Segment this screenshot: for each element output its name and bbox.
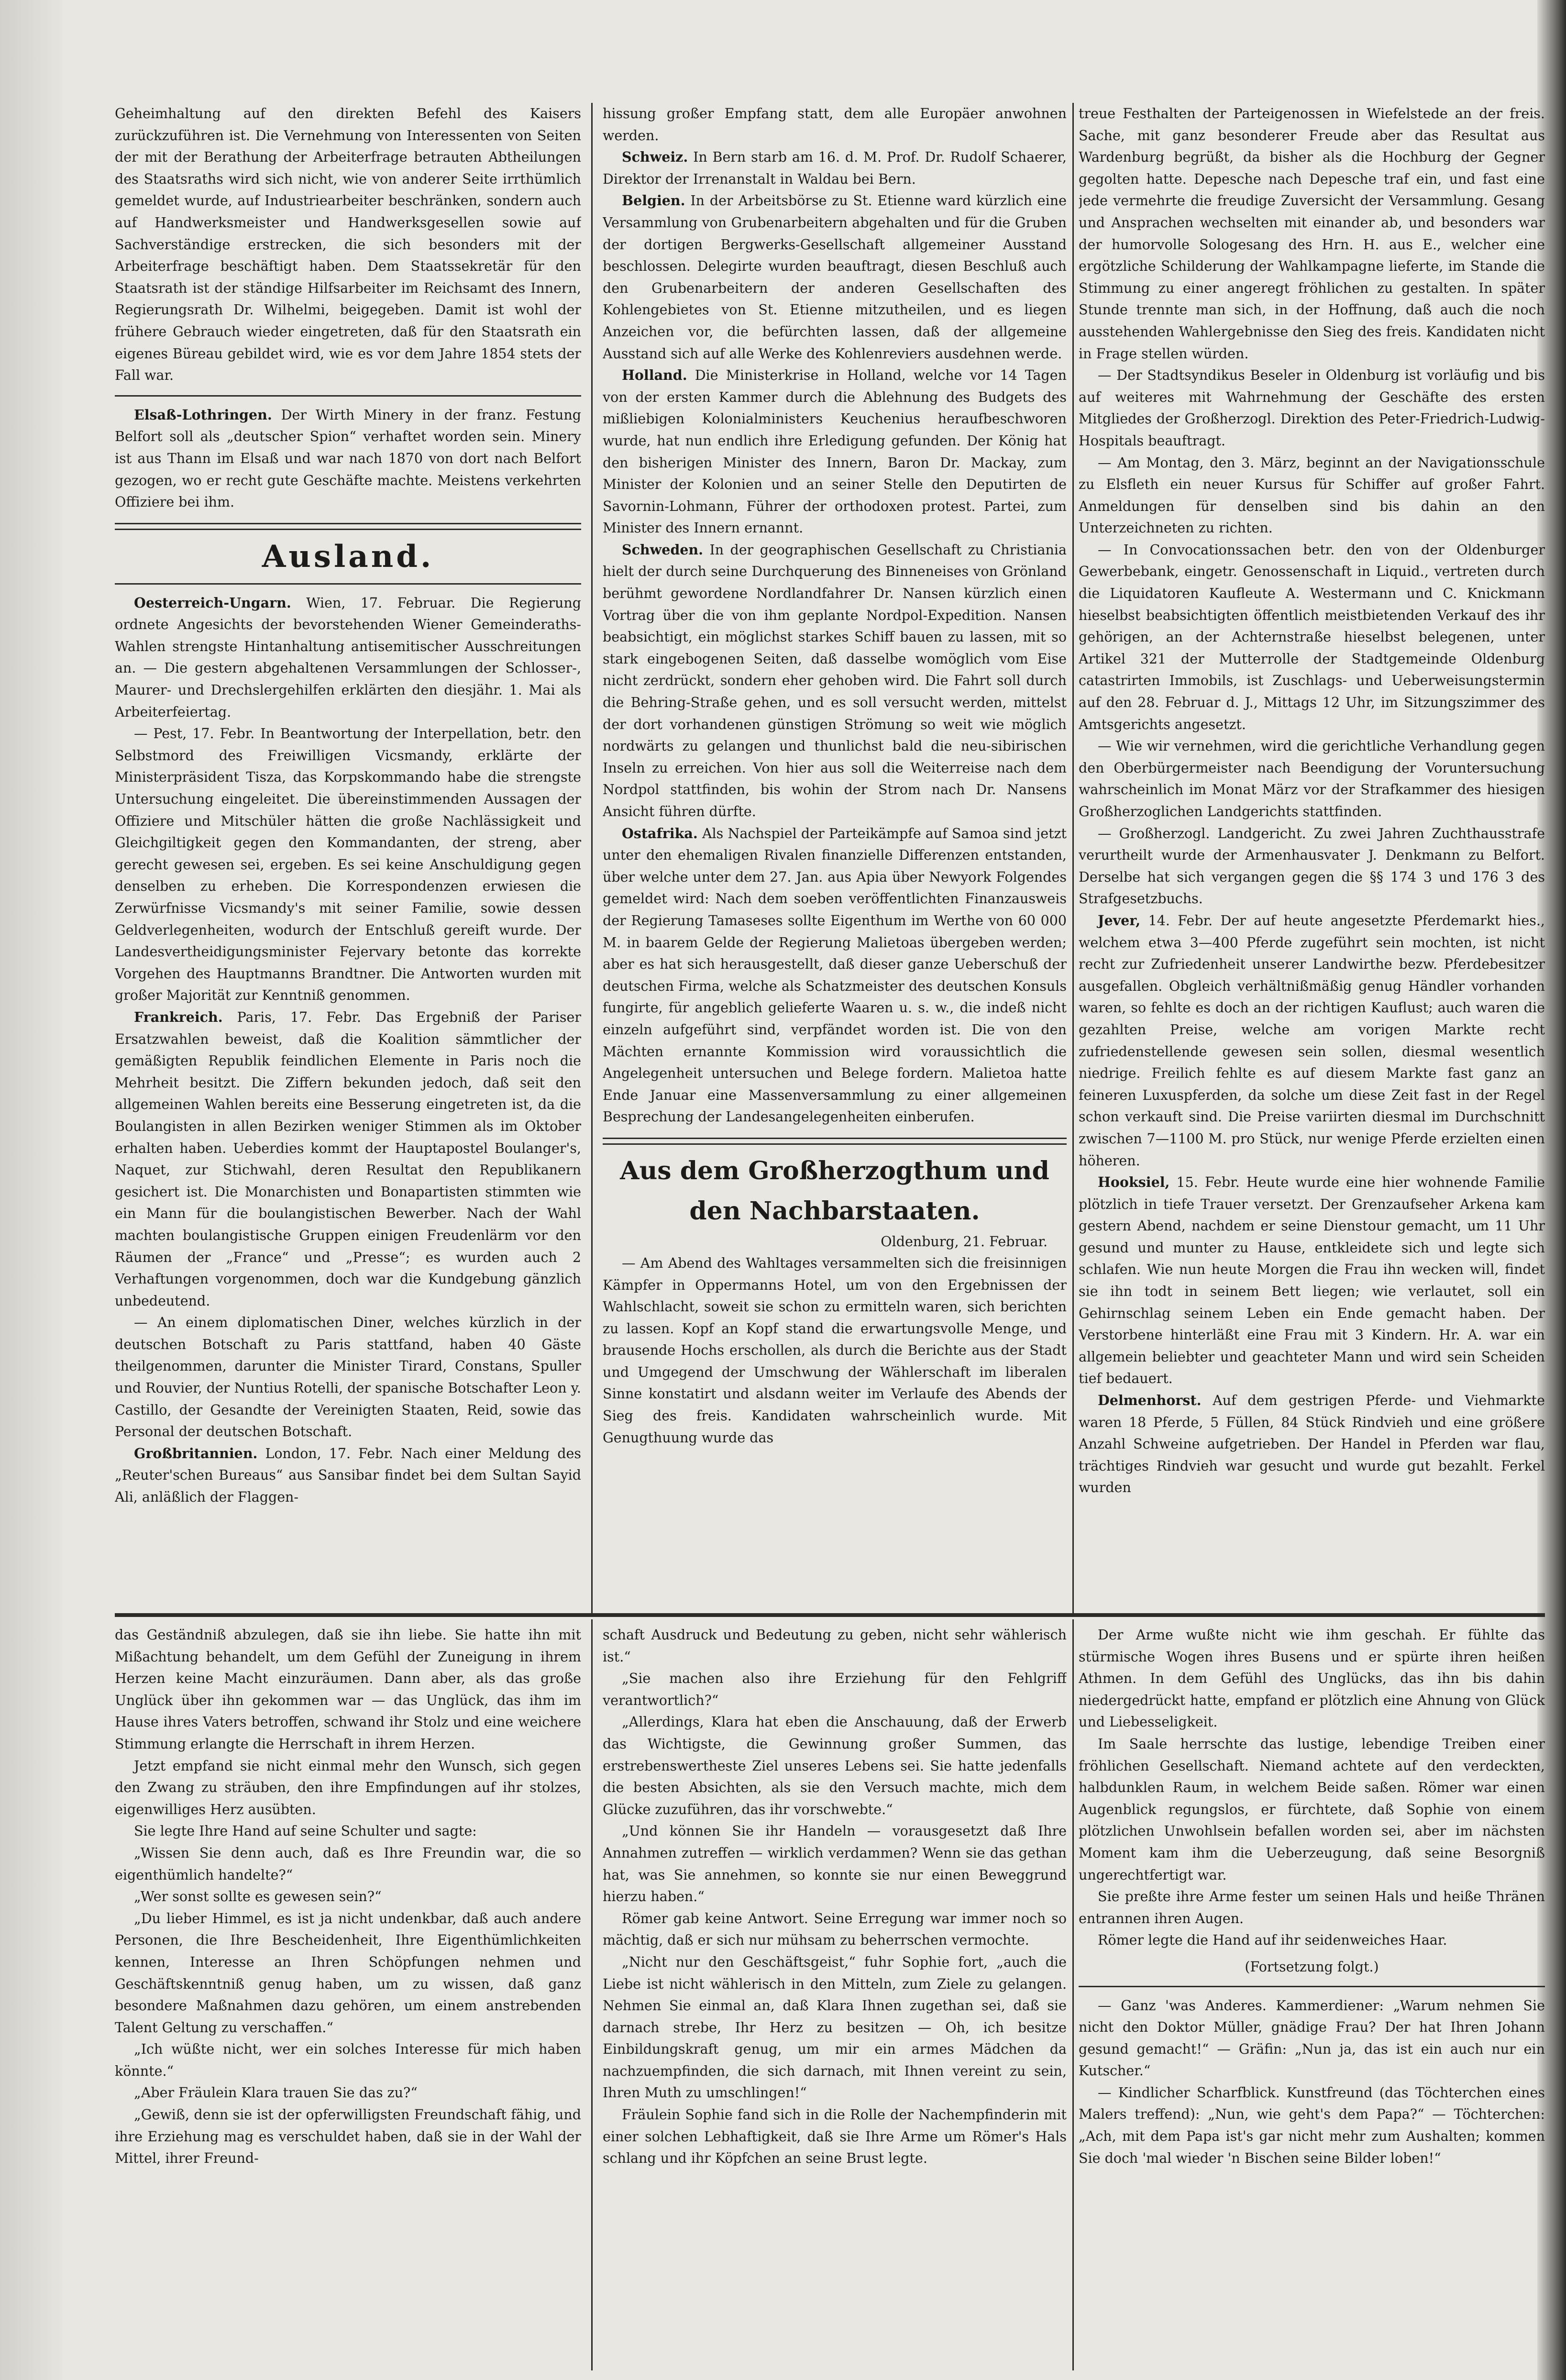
story-paragraph: „Sie machen also ihre Erziehung für den Fehlgriff verantwortlich?“ (603, 1671, 1067, 1708)
continuation-note: (Fortsetzung folgt.) (1245, 1959, 1379, 1975)
column-1 (115, 103, 581, 1612)
column-2 (603, 103, 1067, 1612)
section-heading-grossherzogthum: Aus dem Großherzogthum und (620, 1156, 1049, 1185)
article-sansibar-cont: hissung großer Empfang statt, dem alle Europäer anwohnen werden. (603, 106, 1067, 144)
feuilleton-divider (115, 1613, 1545, 1617)
story-paragraph: „Wissen Sie denn auch, daß es Ihre Freundin war, die so eigenthümlich handelte?“ (115, 1845, 581, 1883)
story-paragraph: Der Arme wußte nicht wie ihm geschah. Er fühlte das stürmische Wogen ihres Busens und er spürte ihren heißen Athmen. In dem Gefühl des Unglücks, das ihn bis dahin niedergedrückt hatte, empfand er plötzlich eine Ahnung von Glück und Liebesseligkeit. (1079, 1627, 1545, 1730)
article-staatsrath: Geheimhaltung auf den direkten Befehl des Kaisers zurückzuführen ist. Die Vernehmung von Interessenten von Seiten der mit der Berathung der Arbeiterfrage betrauten Abtheilungen des Staatsraths wird sich nicht, wie von anderer Seite irrthümlich gemeldet wurde, auf Industriearbeiter beschränken, sondern auch auf Handwerksmeister und Handwerksgesellen sowie auf Sachverständige erstrecken, die sich besonders mit der Arbeiterfrage beschäftigt haben. Dem Staatssekretär für den Staatsrath ist der ständige Hilfsarbeiter im Reichsamt des Innern, Regierungsrath Dr. Wilhelmi, beigegeben. Damit ist wohl der frühere Gebrauch wieder eingetreten, daß für den Staatsrath ein eigenes Büreau gebildet wird, wie es vor dem Jahre 1854 stets der Fall war. (115, 106, 581, 384)
anecdote-kindlicher-scharfblick: — Kindlicher Scharfblick. Kunstfreund (das Töchterchen eines Malers treffend): „Nun, wie geht's dem Papa?“ — Töchterchen: „Ach, mit dem Papa ist's gar nicht mehr zum Aushalten; kommen Sie doch 'mal wieder 'n Bischen seine Bilder loben!“ (1079, 2084, 1545, 2166)
article-holland (603, 365, 1067, 539)
region-heading-oesterreich: Oesterreich-Ungarn. (134, 594, 291, 611)
article-navigationsschule: — Am Montag, den 3. März, beginnt an der Navigationsschule zu Elsfleth ein neuer Kursus für Schiffer auf großer Fahrt. Anmeldungen für denselben sind bis dahin an den Unterzeichneten zu richten. (1079, 454, 1545, 536)
article-grossbritannien (115, 1443, 581, 1508)
article-ostafrika (603, 823, 1067, 1128)
feuilleton-column-1 (115, 1624, 581, 2370)
story-paragraph: Sie legte Ihre Hand auf seine Schulter und sagte: (134, 1823, 477, 1839)
double-divider (603, 1138, 1067, 1145)
story-paragraph: „Und können Sie ihr Handeln — vorausgesetzt daß Ihre Annahmen zutreffen — wirklich verdammen? Wenn sie das gethan hat, was Sie annehmen, so konnte sie nur einen Beweggrund hierzu haben.“ (603, 1823, 1067, 1905)
article-schweden (603, 539, 1067, 823)
story-paragraph: Römer gab keine Antwort. Seine Erregung war immer noch so mächtig, daß er sich nur mühsam zu beherrschen vermochte. (603, 1910, 1067, 1948)
article-elsass-text: Der Wirth Minery in der franz. Festung Belfort soll als „deutscher Spion“ verhaftet worden sein. Minery ist aus Thann im Elsaß und war nach 1870 von dort nach Belfort gezogen, wo er recht gute Geschäfte machte. Meistens verkehrten Offiziere bei ihm. (115, 407, 581, 510)
article-gewerbebank: — In Convocationssachen betr. den von der Oldenburger Gewerbebank, eingetr. Genossenschaft in Liquid., vertreten durch die Liquidatoren Kaufleute A. Westermann und C. Knickmann hieselbst beabsichtigten öffentlich meistbietenden Verkauf des ihr gehörigen, an der Achternstraße hieselbst belegenen, unter Artikel 321 der Mutterrolle der Stadtgemeinde Oldenburg catastrirten Immobils, ist Zuschlags- und Ueberweisungstermin auf den 28. Februar d. J., Mittags 12 Uhr, im Sitzungszimmer des Amtsgerichts angesetzt. (1079, 542, 1545, 732)
column-rule-1 (591, 103, 593, 1615)
article-diner: — An einem diplomatischen Diner, welches kürzlich in der deutschen Botschaft zu Paris stattfand, haben 40 Gäste theilgenommen, darunter die Minister Tirard, Constans, Spuller und Rouvier, der Nuntius Rotelli, der spanische Botschafter Leon y. Castillo, der Gesandte der Vereinigten Staaten, Reid, sowie das Personal der deutschen Botschaft. (115, 1315, 581, 1440)
story-paragraph: Jetzt empfand sie nicht einmal mehr den Wunsch, sich gegen den Zwang zu sträuben, den ihre Empfindungen auf ihr stolzes, eigenwilliges Herz ausübten. (115, 1758, 581, 1817)
place-heading-jever: Jever, (1098, 912, 1141, 929)
region-heading-belgien: Belgien. (622, 192, 685, 209)
region-heading-schweiz: Schweiz. (622, 149, 688, 166)
feuilleton-column-2 (603, 1624, 1067, 2370)
story-paragraph: „Du lieber Himmel, es ist ja nicht undenkbar, daß auch andere Personen, die Ihre Bescheidenheit, Ihre Eigenthümlichkeiten kennen, Interesse an Ihren Schöpfungen nehmen und Geschäftskenntniß genug haben, um zu wissen, daß ganz besondere Maßnahmen dazu gehören, um einem anstrebenden Talent Geltung zu verschaffen.“ (115, 1910, 581, 2036)
region-heading-grossbritannien: Großbritannien. (134, 1445, 258, 1461)
region-heading-elsass: Elsaß-Lothringen. (134, 406, 272, 423)
article-wahlabend-cont: treue Festhalten der Parteigenossen in Wiefelstede an der freis. Sache, mit ganz besonderer Freude aber das Resultat aus Wardenburg begrüßt, da bisher als die Hochburg der Gegner gegolten hatte. Depesche nach Depesche traf ein, und fast eine jede vermehrte die freudige Zuversicht der Versammlung. Gesang und Ansprachen wechselten mit einander ab, und besonders war der humorvolle Sologesang des Hrn. H. aus E., welcher eine ergötzliche Schilderung der Wahlkampagne lieferte, im Stande die Stimmung zu einer angeregt fröhlichen zu gestalten. In später Stunde trennte man sich, in der Hoffnung, daß auch die noch ausstehenden Wahlergebnisse den Sieg des freis. Kandidaten nicht in Frage stellen würden. (1079, 106, 1545, 362)
dateline-oldenburg: Oldenburg, 21. Februar. (881, 1233, 1048, 1250)
story-paragraph: das Geständniß abzulegen, daß sie ihn liebe. Sie hatte ihn mit Mißachtung behandelt, um dem Gefühl der Zuneigung in ihrem Herzen keine Macht einzuräumen. Dann aber, als das große Unglück über ihn gekommen war — das Unglück, das ihm im Hause ihres Vaters betroffen, schwand ihr Stolz und eine weichere Stimmung erlangte die Herrschaft in ihrem Herzen. (115, 1627, 581, 1752)
column-rule-4 (1072, 1619, 1074, 2370)
paper-left-margin (0, 0, 62, 2380)
article-hooksiel-text: 15. Febr. Heute wurde eine hier wohnende Familie plötzlich in tiefe Trauer versetzt. Der Grenzaufseher Arkena kam gestern Abend, nachdem er seine Dienstour gemacht, um 11 Uhr gesund und munter zu Hause, entkleidete sich und legte sich schlafen. Wie nun heute Morgen die Frau ihn wecken will, findet sie ihn todt in seinem Bett liegen; wie verlautet, soll ein Gehirnschlag seinem Leben ein Ende gemacht haben. Der Verstorbene hinterläßt eine Frau mit 3 Kindern. Hr. A. war ein allgemein beliebter und geachteter Mann und wird sein Scheiden tief bedauert. (1079, 1174, 1545, 1387)
story-paragraph: „Allerdings, Klara hat eben die Anschauung, daß der Erwerb das Wichtigste, die Gewinnung großer Summen, das erstrebenswertheste Ziel unseres Lebens sei. Sie hatte jedenfalls die besten Absichten, als sie den Versuch machte, mich dem Glücke zuzuführen, das ihr vorschwebte.“ (603, 1714, 1067, 1817)
article-frankreich-text: Paris, 17. Febr. Das Ergebniß der Pariser Ersatzwahlen beweist, daß die Koalition sämmtlicher der gemäßigten Republik feindlichen Elemente in Paris noch die Mehrheit besitzt. Die Ziffern bekunden jedoch, daß seit den allgemeinen Wahlen bereits eine Besserung eingetreten ist, da die Boulangisten in allen Bezirken weniger Stimmen als im Oktober erhalten haben. Ueberdies kommt der Hauptapostel Boulanger's, Naquet, zur Stichwahl, deren Resultat den Republikanern gesichert ist. Die Monarchisten und Bonapartisten stimmten wie ein Mann für die boulangistischen Bewerber. Nach der Wahl machten boulangistische Gruppen einigen Freudenlärm vor den Räumen der „France“ und „Presse“; es wurden auch 2 Verhaftungen vorgenommen, doch war die Kundgebung gänzlich unbedeutend. (115, 1009, 581, 1309)
story-paragraph: Im Saale herrschte das lustige, lebendige Treiben einer fröhlichen Gesellschaft. Niemand achtete auf den verdeckten, halbdunklen Raum, in welchem Beide saßen. Römer war einen Augenblick regungslos, er fürchtete, daß Sophie von einem plötzlichen Unwohlsein befallen worden sei, aber im nächsten Moment kam ihm die Ueberzeugung, daß seine Besorgniß ungerechtfertigt war. (1079, 1736, 1545, 1883)
double-divider (115, 523, 581, 530)
place-heading-hooksiel: Hooksiel, (1098, 1174, 1170, 1191)
article-oesterreich-text: Wien, 17. Februar. Die Regierung ordnete Angesichts der bevorstehenden Wiener Gemeinderaths-Wahlen strengste Hintanhaltung antisemitischer Ausschreitungen an. — Die gestern abgehaltenen Versammlungen der Schlosser-, Maurer- und Drechslergehilfen erklärten den diesjähr. 1. Mai als Arbeiterfeiertag. (115, 595, 581, 720)
divider (115, 583, 581, 585)
article-delmenhorst (1079, 1390, 1545, 1499)
article-stadtsyndikus: — Der Stadtsyndikus Beseler in Oldenburg ist vorläufig und bis auf weiteres mit Wahrnehmung der Geschäfte des ersten Mitgliedes der Großherzogl. Direktion des Peter-Friedrich-Ludwig-Hospitals beauftragt. (1079, 367, 1545, 449)
article-pest: — Pest, 17. Febr. In Beantwortung der Interpellation, betr. den Selbstmord des Freiwilligen Vicsmandy, erklärte der Ministerpräsident Tisza, das Korpskommando habe die strengste Untersuchung eingeleitet. Die übereinstimmenden Aussagen der Offiziere und Mitschüler hätten die große Nachlässigkeit und Gleichgiltigkeit gegen den Kommandanten, der streng, aber gerecht gewesen sei, ergeben. Es sei keine Anschuldigung gegen denselben zu erheben. Die Korrespondenzen erwiesen die Zerwürfnisse Vicsmandy's mit seiner Familie, sowie dessen Geldverlegenheiten, wodurch der Entschluß gereift wurde. Der Landesvertheidigungsminister Fejervary betonte das korrekte Vorgehen des Hauptmanns Brandtner. Die Antworten wurden mit großer Majorität zur Kenntniß genommen. (115, 726, 581, 1004)
story-paragraph: Fräulein Sophie fand sich in die Rolle der Nachempfinderin mit einer solchen Lebhaftigkeit, daß sie Ihre Arme um Römer's Hals schlang und ihr Köpfchen an seine Brust legte. (603, 2107, 1067, 2167)
article-schweiz (603, 146, 1067, 190)
article-hooksiel (1079, 1172, 1545, 1390)
region-heading-ostafrika: Ostafrika. (622, 825, 698, 841)
story-paragraph: „Gewiß, denn sie ist der opferwilligsten Freundschaft fähig, und ihre Erziehung mag es verschuldet haben, daß sie in der Wahl der Mittel, ihrer Freund- (115, 2107, 581, 2167)
article-delmenhorst-text: Auf dem gestrigen Pferde- und Viehmarkte waren 18 Pferde, 5 Füllen, 84 Stück Rindvieh und eine größere Anzahl Schweine aufgetrieben. Der Handel in Pferden war flau, trächtiges Rindvieh war gesucht und wurde gut bezahlt. Ferkel wurden (1079, 1393, 1545, 1496)
article-jever-text: 14. Febr. Der auf heute angesetzte Pferdemarkt hies., welchem etwa 3—400 Pferde zugeführt sein mochten, ist nicht recht zur Zufriedenheit unserer Landwirthe bezw. Pferdebesitzer ausgefallen. Obgleich verhältnißmäßig genug Händler vorhanden waren, so fehlte es doch an der richtigen Kauflust; auch waren die gezahlten Preise, welche am vorigen Markte recht zufriedenstellende gewesen sein sollen, diesmal wesentlich niedrige. Freilich fehlte es auf diesem Markte fast ganz an feineren Luxuspferden, da solche um diese Zeit fast in der Regel schon verkauft sind. Die Preise variirten diesmal im Durchschnitt zwischen 7—1100 M. pro Stück, nur wenige Pferde erzielten einen höheren. (1079, 912, 1545, 1169)
column-3 (1079, 103, 1545, 1612)
story-paragraph: Römer legte die Hand auf ihr seidenweiches Haar. (1098, 1932, 1447, 1948)
article-holland-text: Die Ministerkrise in Holland, welche vor 14 Tagen von der ersten Kammer durch die Ablehnung des Budgets des mißliebigen Kolonialministers Keuchenius heraufbeschworen wurde, hat nun endlich ihre Erledigung gefunden. Der König hat den bisherigen Minister des Innern, Baron Dr. Mackay, zum Minister der Kolonien und an seiner Stelle den Deputirten de Savornin-Lohmann, Führer der orthodoxen protest. Partei, zum Minister des Innern ernannt. (603, 367, 1067, 536)
article-landgericht: — Großherzogl. Landgericht. Zu zwei Jahren Zuchthausstrafe verurtheilt wurde der Armenhausvater J. Denkmann zu Belfort. Derselbe hat sich vergangen gegen die §§ 174 3 und 176 3 des Strafgesetzbuchs. (1079, 825, 1545, 907)
story-paragraph: Sie preßte ihre Arme fester um seinen Hals und heiße Thränen entrannen ihren Augen. (1079, 1889, 1545, 1926)
article-jever (1079, 910, 1545, 1172)
region-heading-frankreich: Frankreich. (134, 1008, 223, 1025)
region-heading-schweden: Schweden. (622, 541, 704, 558)
place-heading-delmenhorst: Delmenhorst. (1098, 1392, 1202, 1409)
story-paragraph: „Nicht nur den Geschäftsgeist,“ fuhr Sophie fort, „auch die Liebe ist nicht wählerisch in den Mitteln, zum Ziele zu gelangen. Nehmen Sie einmal an, daß Klara Ihnen zugethan sei, daß sie darnach strebe, Ihr Herz zu besitzen — Oh, ich besitze Einbildungskraft genug, um mir ein armes Mädchen da nachzuempfinden, die sich darnach, mit Ihnen vereint zu sein, Ihren Muth zu umschlingen!“ (603, 1954, 1067, 2101)
feuilleton-column-3 (1079, 1624, 1545, 2370)
article-belgien (603, 190, 1067, 365)
article-schweiz-text: In Bern starb am 16. d. M. Prof. Dr. Rudolf Schaerer, Direktor der Irrenanstalt in Waldau bei Bern. (603, 149, 1067, 187)
divider (115, 395, 581, 397)
story-paragraph: „Aber Fräulein Klara trauen Sie das zu?“ (134, 2085, 418, 2101)
section-heading-nachbarstaaten: den Nachbarstaaten. (689, 1196, 980, 1226)
region-heading-holland: Holland. (622, 367, 687, 384)
article-belgien-text: In der Arbeitsbörse zu St. Etienne ward kürzlich eine Versammlung von Grubenarbeitern abgehalten und für die Gruben der dortigen Bergwerks-Gesellschaft allgemeiner Ausstand beschlossen. Delegirte wurden beauftragt, diesen Beschluß auch den Grubenarbeitern der anderen Gesellschaften des Kohlengebietes von St. Etienne mitzutheilen, und es liegen Anzeichen vor, die befürchten lassen, daß der allgemeine Ausstand sich auf alle Werke des Kohlenreviers ausdehnen werde. (603, 193, 1067, 362)
column-rule-3 (591, 1619, 593, 2370)
article-oesterreich (115, 592, 581, 723)
section-heading-ausland: Ausland. (262, 538, 434, 575)
article-grossbritannien-text: London, 17. Febr. Nach einer Meldung des „Reuter'schen Bureaus“ aus Sansibar findet bei dem Sultan Sayid Ali, anläßlich der Flaggen- (115, 1445, 581, 1505)
story-paragraph: schaft Ausdruck und Bedeutung zu geben, nicht sehr wählerisch ist.“ (603, 1627, 1067, 1665)
article-elsass (115, 404, 581, 513)
divider (1079, 1986, 1545, 1987)
column-rule-2 (1072, 103, 1074, 1615)
article-verhandlung: — Wie wir vernehmen, wird die gerichtliche Verhandlung gegen den Oberbürgermeister nach Beendigung der Voruntersuchung wahrscheinlich im Monat März vor der Strafkammer des hiesigen Großherzoglichen Landgerichts stattfinden. (1079, 738, 1545, 819)
story-paragraph: „Wer sonst sollte es gewesen sein?“ (134, 1889, 382, 1905)
anecdote-ganz-was-anderes: — Ganz 'was Anderes. Kammerdiener: „Warum nehmen Sie nicht den Doktor Müller, gnädige Frau? Der hat Ihren Johann gesund gemacht!“ — Gräfin: „Nun ja, das ist ein auch nur ein Kutscher.“ (1079, 1997, 1545, 2079)
article-wahlabend: — Am Abend des Wahltages versammelten sich die freisinnigen Kämpfer in Oppermanns Hotel, um von den Ergebnissen der Wahlschlacht, soweit sie schon zu ermitteln waren, sich berichten zu lassen. Kopf an Kopf stand die erwartungsvolle Menge, und brausende Hochs erschollen, als durch die Berichte aus der Stadt und Umgegend der Umschwung der Wählerschaft im liberalen Sinne konstatirt und alsdann weiter im Verlaufe des Abends der Sieg des freis. Kandidaten wahrscheinlich wurde. Mit Genugthuung wurde das (603, 1255, 1067, 1446)
article-ostafrika-text: Als Nachspiel der Parteikämpfe auf Samoa sind jetzt unter den ehemaligen Rivalen finanzielle Differenzen entstanden, über welche unter dem 27. Jan. aus Apia über Newyork Folgendes gemeldet wird: Nach dem soeben veröffentlichten Finanzausweis der Regierung Tamaseses sollte Eigenthum im Werthe von 60 000 M. in baarem Gelde der Regierung Malietoas übergeben werden; aber es hat sich herausgestellt, daß dieser ganze Ueberschuß der deutschen Firma, welche als Schatzmeister des deutschen Konsuls fungirte, für angeblich gelieferte Waaren u. s. w., die indeß nicht einzeln aufgeführt sind, verpfändet worden ist. Die von den Mächten ernannte Kommission wird voraussichtlich die Angelegenheit untersuchen und Belege fordern. Malietoa hatte Ende Januar eine Massenversammlung zu einer allgemeinen Besprechung der Landesangelegenheiten einberufen. (603, 825, 1067, 1125)
article-frankreich (115, 1007, 581, 1312)
story-paragraph: „Ich wüßte nicht, wer ein solches Interesse für mich haben könnte.“ (115, 2041, 581, 2079)
article-schweden-text: In der geographischen Gesellschaft zu Christiania hielt der durch seine Durchquerung des Binneneises von Grönland berühmt gewordene Nordlandfahrer Dr. Nansen kürzlich einen Vortrag über die von ihm geplante Nordpol-Expedition. Nansen beabsichtigt, ein möglichst starkes Schiff bauen zu lassen, mit so stark eingebogenen Seiten, daß dasselbe womöglich vom Eise nicht zerdrückt, sondern eher gehoben wird. Die Fahrt soll durch die Behring-Straße gehen, und es soll versucht werden, mittelst der dort vorhandenen günstigen Strömung so weit wie möglich nordwärts zu gelangen und thunlichst bald die neu-sibirischen Inseln zu erreichen. Von hier aus soll die Weiterreise nach dem Nordpol stattfinden, bis wohin der Strom nach Dr. Nansens Ansicht führen dürfte. (603, 542, 1067, 819)
